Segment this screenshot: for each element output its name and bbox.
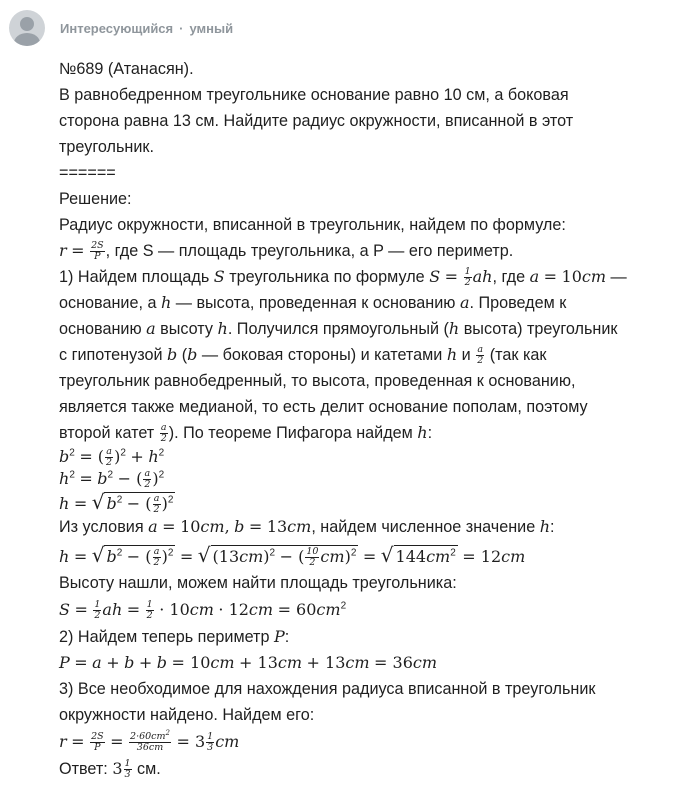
formula-explanation: , где S — площадь треугольника, а P — его периметр. — [105, 242, 514, 260]
final-answer: Ответ: 3 $\frac{1}{3}$ см. — [59, 758, 161, 781]
step1-line: является также медианой, то есть делит основание пополам, поэтому — [59, 398, 588, 416]
step1-line: с гипотенузой b (b — боковая стороны) и катетами h и $\frac{a}{2}$ (так как — [59, 344, 547, 367]
equation-line: $h^2 = b^2$ − ( $\frac{a}{2}$ )$^2$ — [59, 468, 165, 491]
problem-text-line: сторона равна 13 см. Найдите радиус окружности, вписанной в этот — [59, 112, 574, 130]
problem-title: №689 (Атанасян). — [59, 60, 194, 78]
step1-line: 1) Найдем площадь S треугольника по формуле S = $\frac{1}{2}$ ah, где a = 10cm — — [59, 266, 627, 289]
user-name[interactable]: Интересующийся — [60, 20, 174, 36]
equation-line: S = $\frac{1}{2}$ ah = $\frac{1}{2}$ · $10cm \cdot 12cm = 60cm^2$ — [59, 599, 347, 622]
user-meta — [60, 21, 233, 36]
step2-line: 2) Найдем теперь периметр P: — [59, 627, 290, 646]
given-line: Из условия a = 10cm, b = 13cm, найдем численное значение h: — [59, 517, 555, 536]
step3-line: 3) Все необходимое для нахождения радиуса вписанной в треугольник — [59, 680, 596, 698]
answer-header — [9, 8, 233, 48]
solution-intro: Радиус окружности, вписанной в треугольник, найдем по формуле: — [59, 216, 566, 234]
user-avatar-icon[interactable] — [9, 10, 45, 46]
equation-line: P = a + b + b = 10cm + 13cm + 13cm = 36cm — [59, 653, 438, 672]
step1-line: второй катет $\frac{a}{2}$ ). По теореме Пифагора найдем h: — [59, 422, 433, 445]
step3-line: окружности найдено. Найдем его: — [59, 706, 315, 724]
radius-formula-line: r = $\frac{2S}{P}$ , где S — площадь треугольника, а P — его периметр. — [59, 240, 514, 263]
step1-line: основанию a высоту h. Получился прямоугольный (h высота) треугольник — [59, 319, 618, 338]
equation-line: r = $\frac{2S}{P}$ = $\frac{2\cdot 60cm^2}{36cm}$ = 3 $\frac{1}{3}$ cm — [59, 729, 240, 754]
equation-line: $b^2$ = ( $\frac{a}{2}$ )$^2 + h^2$ — [59, 446, 165, 469]
equation-line: h = √ $b^2$ − ( $\frac{a}{2}$ )$^2$ — [59, 490, 174, 516]
divider-text: ====== — [59, 164, 116, 182]
equation-line: h = √ $b^2$ − ( $\frac{a}{2}$ )$^2$ = √ $(13cm)^2$ − ( $\frac{10}{2}$ cm)$^2$ = √ $144cm^2 = 12cm$ — [59, 543, 526, 569]
user-rank: умный — [189, 20, 234, 36]
step1-line: основание, а h — высота, проведенная к основанию a. Проведем к — [59, 293, 567, 312]
problem-text-line: треугольник. — [59, 138, 154, 156]
formula-fraction: $\frac{2S}{P}$ — [91, 240, 104, 263]
solution-heading: Решение: — [59, 190, 132, 208]
answer-body — [59, 56, 669, 782]
area-found-text: Высоту нашли, можем найти площадь треугольника: — [59, 574, 457, 592]
step1-line: треугольник равнобедренный, то высота, проведенная к основанию, — [59, 372, 576, 390]
problem-text-line: В равнобедренном треугольнике основание равно 10 см, а боковая — [59, 86, 569, 104]
meta-separator: · — [179, 20, 184, 36]
